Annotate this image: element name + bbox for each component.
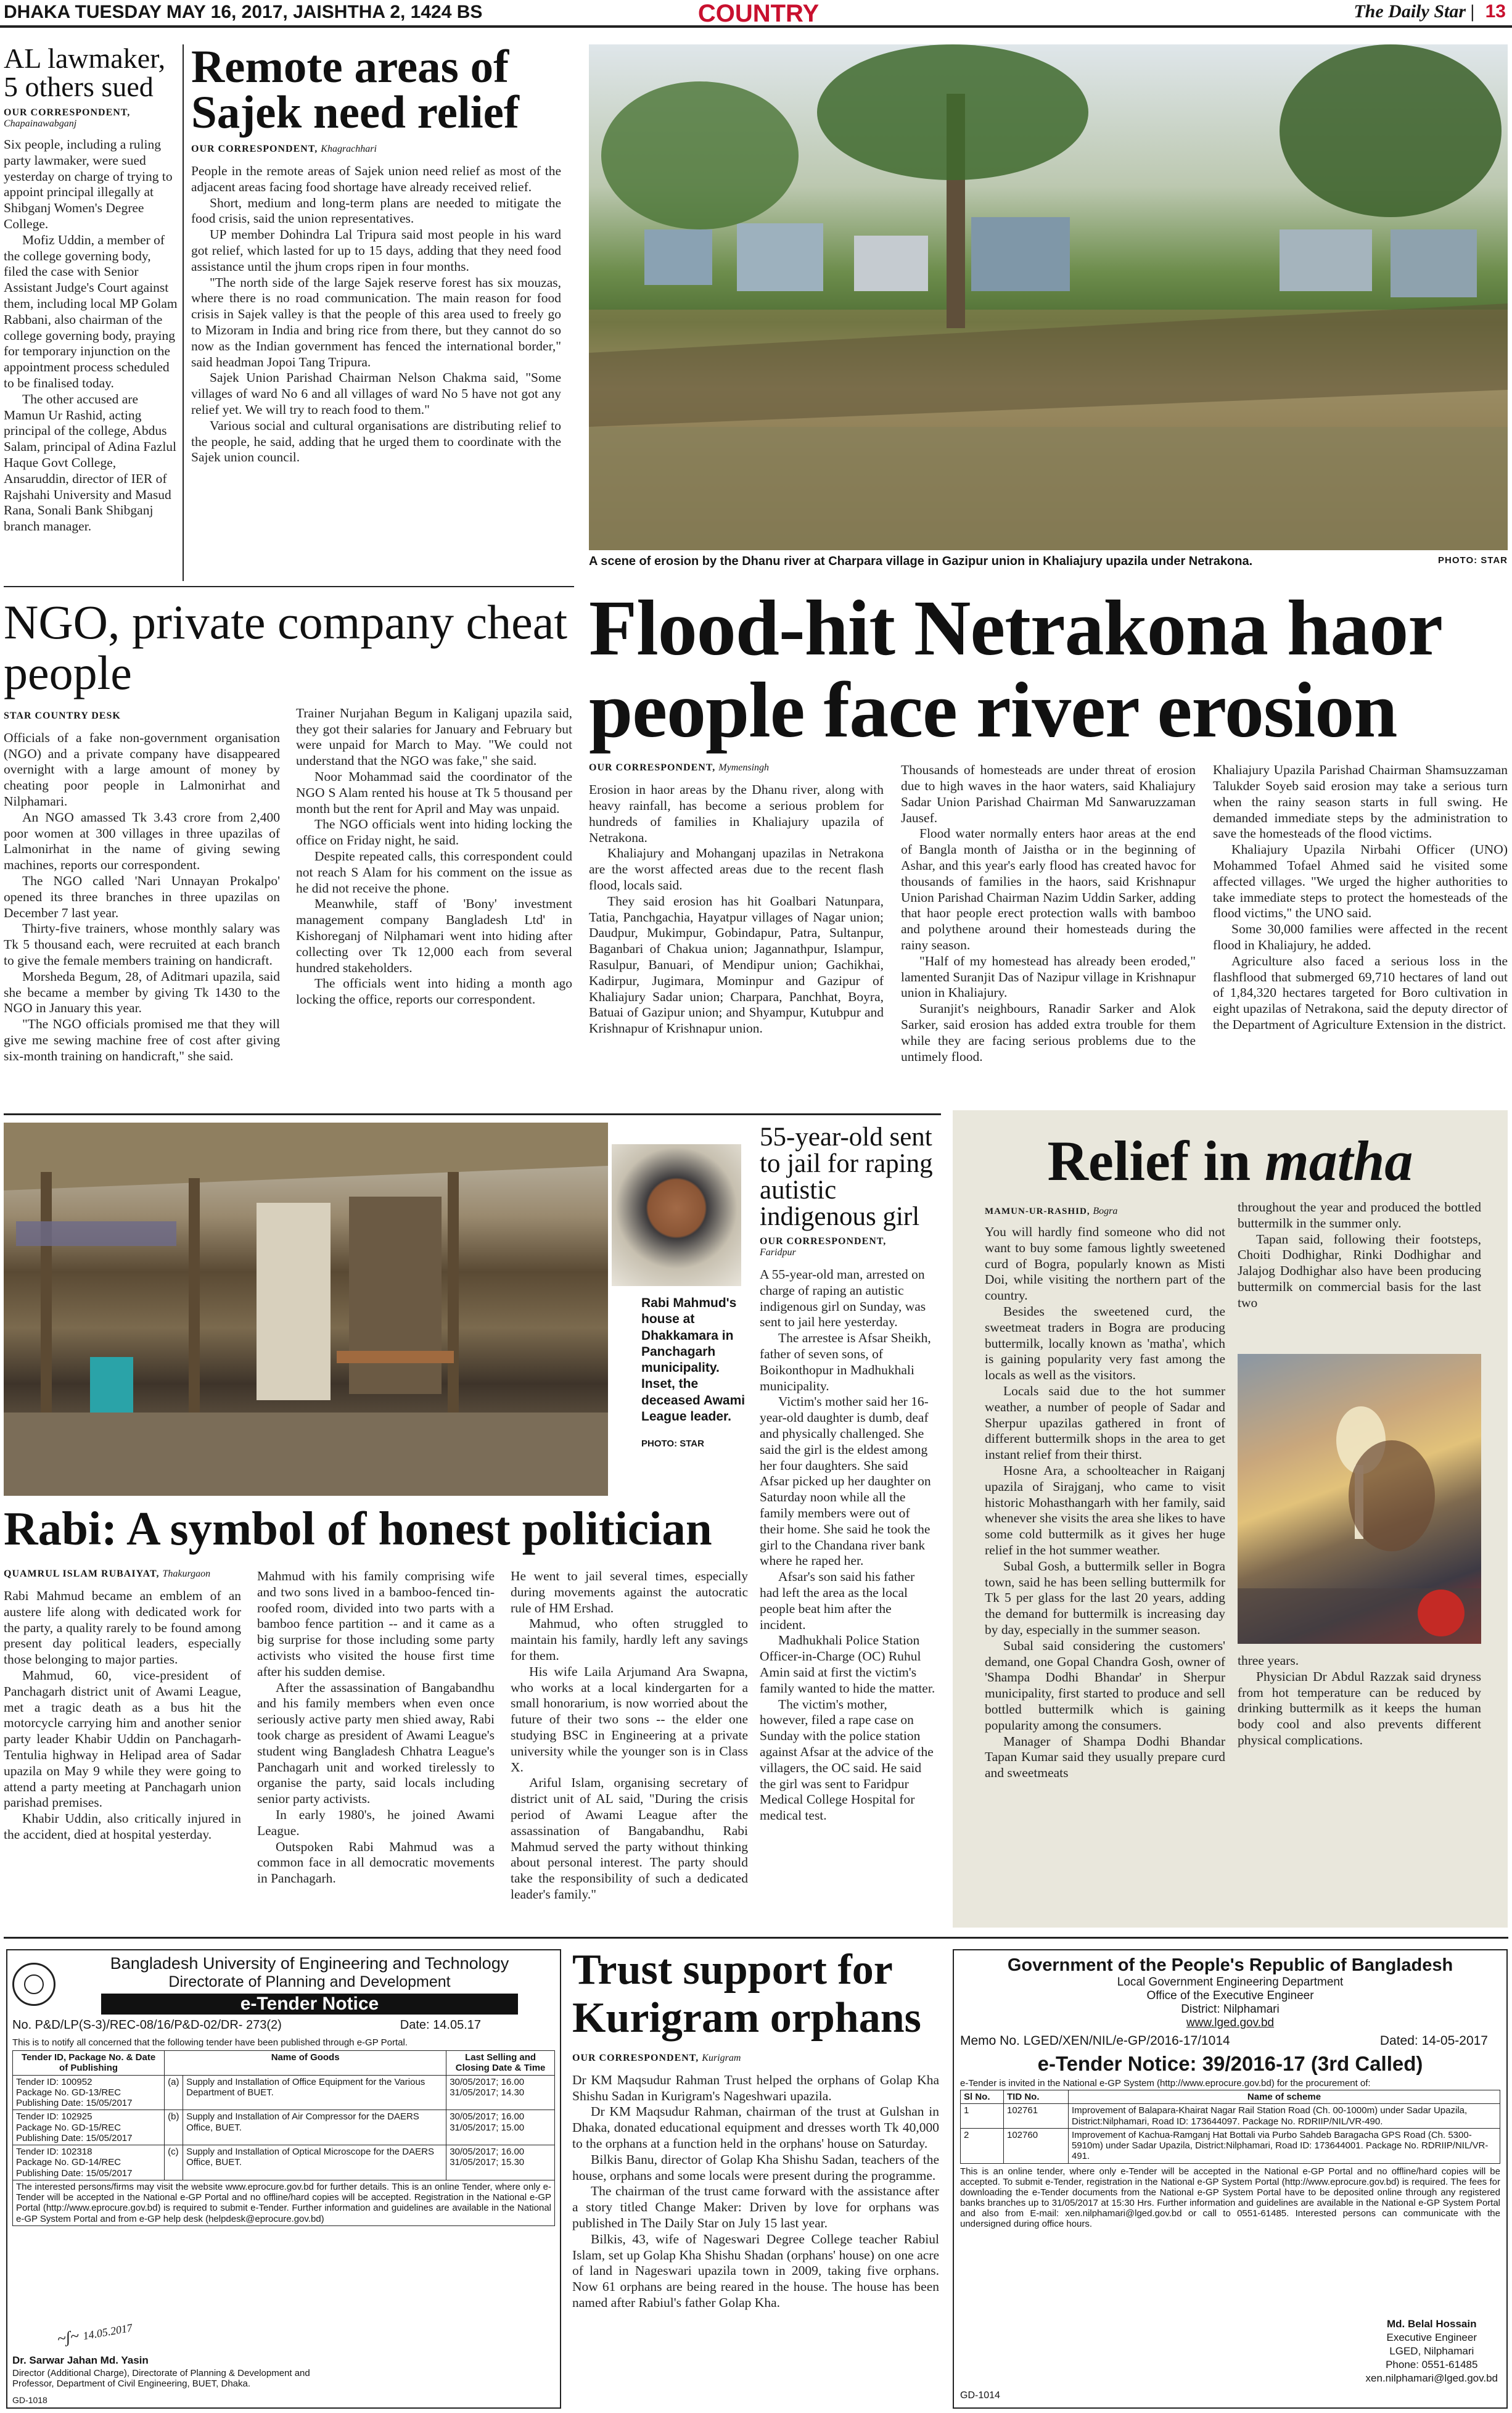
paragraph: Khaliajury Upazila Nirbahi Officer (UNO) Mohammed Tofael Ahmed said he visited some affected villages. "We urged the higher authorities to take immediate steps to protect the homesteads of the flood victims," the UNO said. — [1213, 842, 1508, 921]
rabi-house-illustration — [4, 1123, 608, 1496]
table-row — [13, 2110, 555, 2145]
ad-signature-block — [1366, 2317, 1498, 2385]
article-flood — [589, 587, 1508, 1099]
article-body-col2 — [901, 762, 1196, 1065]
masthead-date: DHAKA TUESDAY MAY 16, 2017, JAISHTHA 2, 1424 BS — [4, 2, 483, 22]
buet-tender-table — [12, 2050, 555, 2226]
table-cell: 30/05/2017; 16.00 31/05/2017; 15.30 — [446, 2145, 555, 2180]
section-rule — [4, 1937, 1508, 1939]
byline: OUR CORRESPONDENT, — [4, 107, 131, 118]
paragraph: "The NGO officials promised me that they will give me sewing machine free of cost after giving six-month training on handicraft," she said. — [4, 1017, 280, 1063]
paragraph: Mofiz Uddin, a member of the college governing body, filed the case with Senior Assistant Judge's Court against them, including local MP Golam Rabbani, also chairman of the college governing body, praying for temporary injunction on the appointment process scheduled to be finalised today. — [4, 232, 178, 390]
headline: AL lawmaker, 5 others sued — [4, 44, 166, 102]
paragraph: The NGO officials went into hiding locking the office on Friday night, he said. — [296, 817, 572, 848]
table-cell: 2 — [961, 2128, 1004, 2163]
signature-date: 14.05.2017 — [82, 2321, 134, 2343]
photo-credit: PHOTO: STAR — [641, 1438, 704, 1449]
photo-caption: A scene of erosion by the Dhanu river at Charpara village in Gazipur union in Khaliajury upazila under Netrakona. — [589, 555, 1253, 568]
paragraph: Bilkis Banu, director of Golap Kha Shishu Sadan, teachers of the house, orphans and some locals were present during the programme. — [572, 2151, 939, 2183]
ad-footnote: This is an online tender, where only e-Tender will be accepted in the National e-GP Portal and no offline/hard copies will be accepted. To submit e-Tender, registration in the National e-GP System Portal (http://www.eprocure.gov.bd) is required. The fees for downloading the e-Tender documents from the National e-GP System Portal have to be deposited online through any registered banks branches up to 31/05/2017 at 15:30 Hrs. Further information and guidelines are available in the National e-GP System Portal and also from E-mail: xen.nilphamari@lged.gov.bd or call to 0551-61485. Interested persons can communicate with the undersigned during office hours. — [960, 2166, 1500, 2229]
table-cell: Improvement of Kachua-Ramganj Hat Bottali via Purbo Sahdeb Baragacha GPS Road (Ch. 5300-5910m) under Sadar Upazila, District:Nilphamari, Road ID: 173644001. Package No. RDRIIP/NIL/VR-491. — [1069, 2128, 1500, 2163]
table-cell: (a) — [165, 2075, 183, 2110]
table-cell: Supply and Installation of Optical Microscope for the DAERS Office, BUET. — [183, 2145, 446, 2180]
paragraph: "Half of my homestead has already been eroded," lamented Suranjit Das of Nazipur village in Krishnapur union in Khaliajury. — [901, 953, 1196, 1000]
article-al-lawmaker — [4, 44, 178, 575]
article-body-col1 — [4, 730, 280, 1065]
paragraph: The arrestee is Afsar Sheikh, father of seven sons, of Boikonthopur in Madhukhali municipality. — [760, 1330, 931, 1393]
table-cell: 30/05/2017; 16.00 31/05/2017; 14.30 — [446, 2075, 555, 2110]
paragraph: Besides the sweetened curd, the sweetmeat traders in Bogra are producing buttermilk, locally known as 'matha', which is gaining popularity very fast among the locals as well as the visitors. — [985, 1303, 1225, 1383]
column-rule — [183, 44, 184, 581]
signature: ~ʃ~ 14.05.2017 — [55, 2321, 134, 2348]
paragraph: Victim's mother said her 16-year-old daughter is dumb, deaf and physically challenged. She said the girl is the eldest among her four daughters. She said Afsar picked up her daughter on Saturday noon while all the family members were out of their home. She said he took the girl to the Chandana river bank where he raped her. — [760, 1394, 931, 1569]
rabi-mahmud-portrait — [612, 1144, 741, 1286]
paragraph: The chairman of the trust came forward with the assistance after a story titled Change Maker: Driven by love for orphans was published in The Daily Star on July 15 last year. — [572, 2184, 939, 2230]
paragraph: Erosion in haor areas by the Dhanu river, along with heavy rainfall, has become a serious problem for hundreds of families in Khaliajury upazila of Netrakona. — [589, 782, 884, 845]
paragraph: Agriculture also faced a serious loss in the flashflood that submerged 69,710 hectares of land out of 1,84,320 hectares targeted for Boro cultivation in eight upazilas of Netrakona, said the deputy director of the Department of Agriculture Extension in the district. — [1213, 953, 1508, 1032]
dateline: Kurigram — [702, 2052, 741, 2063]
paragraph: throughout the year and produced the bottled buttermilk in the summer only. — [1238, 1200, 1481, 1231]
ad-notice-title: e-Tender Notice — [101, 1994, 518, 2015]
paragraph: Trainer Nurjahan Begum in Kaliganj upazila said, they got their salaries for January and February but were unpaid for March to May. "We could not understand that the NGO was fake," she said. — [296, 705, 572, 769]
paragraph: Subal Gosh, a buttermilk seller in Bogra town, said he has been selling buttermilk for Tk 5 per glass for the last 20 years, adding the demand for buttermilk is increasing day by day, especially in the summer season. — [985, 1558, 1225, 1637]
table-cell: Improvement of Balapara-Khairat Nagar Rail Station Road (Ch. 00-1000m) under Sadar Upazila, District:Nilphamari, Road ID: 173644097. Package No. RDRIIP/NIL/VR-490. — [1069, 2104, 1500, 2129]
article-ngo — [4, 597, 572, 1091]
ad-lged-tender — [953, 1949, 1508, 2409]
table-row — [13, 2075, 555, 2110]
article-body — [191, 163, 561, 466]
masthead-right: The Daily Star | 13 — [1354, 1, 1506, 22]
paragraph: The other accused are Mamun Ur Rashid, acting principal of the college, Abdus Salam, principal of Adina Fazlul Haque Govt College, Ansaruddin, director of IER of Rajshahi University and Masud Rana, Sonali Bank Shibganj branch manager. — [4, 391, 177, 534]
paragraph: His wife Laila Arjumand Ara Swapna, who works at a local kindergarten for a small honorarium, is now worried about the future of their two sons -- the elder one studying BSC in Engineering at a private university while the younger son is in Class X. — [511, 1664, 748, 1775]
column-header: Name of scheme — [1069, 2090, 1500, 2104]
headline — [953, 1129, 1508, 1192]
byline: MAMUN-UR-RASHID, — [985, 1206, 1090, 1216]
ad-gov: Government of the People's Republic of Bangladesh — [1007, 1955, 1453, 1975]
article-body-col1 — [4, 1588, 241, 1843]
ad-intro: This is to notify all concerned that the following tender have been published through e-GP Portal. — [12, 2037, 408, 2048]
article-body-col1 — [985, 1224, 1225, 1781]
table-cell: 102761 — [1004, 2104, 1069, 2129]
paragraph: Rabi Mahmud became an emblem of an austere life along with dedicated work for the party, a quality rarely to be found among present day political leaders, especially those belonging to major parties. — [4, 1588, 241, 1667]
article-body-col2 — [296, 706, 572, 1008]
column-header: Sl No. — [961, 2090, 1004, 2104]
article-sajek — [191, 44, 561, 581]
rabi-house-photo — [4, 1123, 608, 1496]
byline: OUR CORRESPONDENT, — [589, 762, 716, 773]
paragraph: UP member Dohindra Lal Tripura said most people in his ward got relief, which lasted for up to 15 days, adding that they need food assistance until the jhum crops ripen in four months. — [191, 227, 561, 274]
paragraph: The victim's mother, however, filed a rape case on Sunday with the police station against Afsar at the advice of the villagers, the OC said. He said the girl was sent to Faridpur Medical College Hospital for medical test. — [760, 1696, 934, 1823]
paragraph: three years. — [1238, 1653, 1299, 1668]
section-rule — [4, 586, 574, 587]
article-body — [760, 1267, 935, 1824]
byline: QUAMRUL ISLAM RUBAIYAT, — [4, 1569, 160, 1579]
article-body — [4, 137, 178, 535]
ad-signer-office: LGED, Nilphamari — [1389, 2345, 1474, 2357]
headline: Rabi: A symbol of honest politician — [4, 1505, 712, 1555]
paragraph: Hosne Ara, a schoolteacher in Raiganj upazila of Sirajganj, who came to visit historic Mohasthangarh with her family, said whenever she visits the area she likes to have some cold buttermilk as it gives her huge relief in the hot summer weather. — [985, 1462, 1225, 1557]
section-title: COUNTRY — [666, 0, 851, 28]
buttermilk-photo — [1238, 1354, 1481, 1644]
byline: OUR CORRESPONDENT, — [760, 1236, 887, 1247]
paragraph: The officials went into hiding a month ago locking the office, reports our correspondent. — [296, 976, 572, 1007]
paragraph: Locals said due to the hot summer weather, a number of people of Sadar and Sherpur upazilas gathered in front of different buttermilk shops in the area to get instant relief from their thirst. — [985, 1383, 1225, 1462]
dateline: Thakurgaon — [162, 1569, 211, 1579]
ad-office: Office of the Executive Engineer — [1146, 1989, 1314, 2002]
article-body — [572, 2073, 939, 2311]
table-cell: (c) — [165, 2145, 183, 2180]
paragraph: Officials of a fake non-government organisation (NGO) and a private company have disappeared overnight with a large amount of money by cheating poor people in Lalmonirhat and Nilphamari. — [4, 730, 280, 809]
paragraph: Suranjit's neighbours, Ranadir Sarker and Alok Sarker, said erosion has added extra trouble for them while they are facing serious problems due to the untimely flood. — [901, 1001, 1196, 1064]
table-cell: (b) — [165, 2110, 183, 2145]
article-body-col3 — [1213, 762, 1508, 1033]
paragraph: Subal said considering the customers' demand, one Gopal Chandra Gosh, owner of 'Shampa Dodhi Bhandar' in Sherpur municipality, first started to produce and sell bottled buttermilk which is gaining popularity among the consumers. — [985, 1638, 1225, 1733]
byline: OUR CORRESPONDENT, — [572, 2052, 699, 2063]
photo-caption: Rabi Mahmud's house at Dhakkamara in Panchagarh municipality. Inset, the deceased Awami League leader. — [641, 1296, 746, 1424]
column-header: Name of Goods — [165, 2051, 446, 2076]
paragraph: Six people, including a ruling party lawmaker, were sued yesterday on charge of trying to appoint principal illegally at Shibganj Women's Degree College. — [4, 137, 173, 231]
table-row — [961, 2128, 1500, 2163]
headline-italic: matha — [1265, 1129, 1413, 1192]
ad-footnote: The interested persons/firms may visit the website www.eprocure.gov.bd for further details. This is an online Tender, where only e-Tender will be accepted in the National e-GP Portal and no offline/hard copies will be accepted. Registration in the National e-GP Portal (http://www.eprocure.gov.bd) is required to submit e-Tender. Further information and guidelines are available in the National e-GP System Portal and from e-GP help desk (helpdesk@eprocure.gov.bd) — [13, 2180, 555, 2225]
headline: Flood-hit Netrakona haor people face river erosion — [589, 587, 1441, 754]
paragraph: Manager of Shampa Dodhi Bhandar Tapan Kumar said they usually prepare curd and sweetmeats — [985, 1733, 1225, 1781]
paragraph: A 55-year-old man, arrested on charge of raping an autistic indigenous girl on Sunday, was sent to jail here yesterday. — [760, 1267, 926, 1330]
paragraph: Thirty-five trainers, whose monthly salary was Tk 5 thousand each, were recruited at each branch to give the female members training on handicraft. — [4, 921, 280, 968]
paragraph: Outspoken Rabi Mahmud was a common face in all democratic movements in Panchagarh. — [257, 1839, 495, 1886]
table-cell: Tender ID: 102925 Package No. GD-15/REC Publishing Date: 15/05/2017 — [13, 2110, 165, 2145]
rabi-photo-caption — [641, 1295, 752, 1480]
article-body-col3 — [1238, 1653, 1481, 1749]
ad-intro: e-Tender is invited in the National e-GP System (http://www.eprocure.gov.bd) for the procurement of: — [960, 2078, 1371, 2089]
paragraph: The NGO called 'Nari Unnayan Prokalpo' opened its three branches in three upazilas on December 7 last year. — [4, 873, 280, 920]
buttermilk-illustration — [1238, 1354, 1481, 1644]
table-row — [13, 2145, 555, 2180]
ad-dept: Local Government Engineering Department — [1117, 1976, 1344, 1989]
article-rabi — [4, 1505, 751, 1924]
paragraph: Noor Mohammad said the coordinator of the NGO S Alam rented his house at Tk 5 thousand per month but the rent for April and May was unpaid. — [296, 769, 572, 816]
ad-phone: Phone: 0551-61485 — [1386, 2359, 1478, 2371]
dateline: Bogra — [1093, 1206, 1118, 1216]
paragraph: After the assassination of Bangabandhu and his family members when even once seriously active party men shied away, Rabi took charge as president of Awami League's student wing Bangladesh Chhatra League's Panchagarh unit and worked tirelessly to organise the party, said locals including senior party activists. — [257, 1680, 495, 1807]
ad-ref: No. P&D/LP(S-3)/REC-08/16/P&D-02/DR- 273(2) — [12, 2018, 282, 2032]
paragraph: Mahmud, 60, vice-president of Panchagarh district unit of Awami League, met a tragic death as a bus hit the motorcycle carrying him and another senior party leader Khabir Uddin on Panchagarh-Tentulia highway in Helipad area of Sadar upazila on May 9 while they were going to attend a party meeting at Panchagarh union parishad premises. — [4, 1667, 241, 1810]
paragraph: Morsheda Begum, 28, of Aditmari upazila, said she became a member by giving Tk 1430 to the NGO in January this year. — [4, 968, 280, 1016]
paragraph: Despite repeated calls, this correspondent could not reach S Alam for his comment on the issue as he did not receive the phone. — [296, 848, 572, 896]
paragraph: Flood water normally enters haor areas at the end of Bangla month of Jaistha or in the beginning of Ashar, and this year's early flood has created havoc for thousands of families in the haors, said Krishnapur Union Parishad Chairman Nazim Uddin Sarker, adding that haor people erect protection walls with bamboo and polythene around their homesteads during the rainy season. — [901, 826, 1196, 952]
paragraph: An NGO amassed Tk 3.43 crore from 2,400 poor women at 300 villages in three upazilas of Lalmonirhat in the name of giving sewing machines, reports our correspondent. — [4, 809, 280, 873]
column-header: Last Selling and Closing Date & Time — [446, 2051, 555, 2076]
headline: 55-year-old sent to jail for raping autistic indigenous girl — [760, 1124, 933, 1231]
headline-part: Relief in — [1047, 1129, 1265, 1192]
table-row — [13, 2180, 555, 2225]
buet-logo — [12, 1963, 55, 2006]
paragraph: Madhukhali Police Station Officer-in-Charge (OC) Ruhul Amin said at first the victim's family wanted to hide the matter. — [760, 1633, 935, 1696]
paragraph: People in the remote areas of Sajek union need relief as most of the adjacent areas facing food shortage have already received relief. — [191, 163, 561, 194]
article-matha — [953, 1110, 1508, 1928]
paragraph: Thousands of homesteads are under threat of erosion due to high waves in the haor waters, said Khaliajury Sadar Union Parishad Chairman Md Sanwaruzzaman Jausef. — [901, 762, 1196, 825]
column-header: Tender ID, Package No. & Date of Publishing — [13, 2051, 165, 2076]
headline: NGO, private company cheat people — [4, 597, 567, 699]
article-jail — [760, 1124, 935, 1926]
headline: Remote areas of Sajek need relief — [191, 44, 519, 138]
article-body-col1 — [589, 782, 884, 1037]
table-header-row — [961, 2090, 1500, 2104]
ad-date: Date: 14.05.17 — [400, 2018, 481, 2032]
paragraph: Tapan said, following their footsteps, Choiti Dodhighar, Rinki Dodhighar and Jalajog Dodhighar also have been producing buttermilk on commercial basis for the last two — [1238, 1231, 1481, 1310]
paragraph: Mahmud with his family comprising wife and two sons lived in a bamboo-fenced tin-roofed room, divided into two parts with a bamboo fence partition -- and it came as a big surprise for those including some party activists who visited the house first time after his sudden demise. — [257, 1569, 495, 1679]
ad-district: District: Nilphamari — [1181, 2003, 1280, 2016]
dateline: Mymensingh — [718, 762, 770, 773]
paragraph: Bilkis, 43, wife of Nageswari Degree College teacher Rabiul Islam, set up Golap Kha Shishu Shadan (orphans' house) on one acre of land in Nageswari upazila town in 2009, taking five orphans. Now 61 orphans are being reared in the house. The house has been named after Rabiul's father Golap Kha. — [572, 2231, 939, 2310]
ad-date: Dated: 14-05-2017 — [1379, 2034, 1488, 2048]
paragraph: Afsar's son said his father had left the area as the local people beat him after the incident. — [760, 1569, 915, 1632]
article-body-col2 — [257, 1569, 495, 1887]
table-cell: Supply and Installation of Air Compressor for the DAERS Office, BUET. — [183, 2110, 446, 2145]
paragraph: Khaliajury Upazila Parishad Chairman Shamsuzzaman Talukder Soyeb said erosion may take a serious turn when the rainy season starts in full swing. He demanded immediate steps by the administration to save the homesteads of the flood victims. — [1213, 762, 1508, 841]
masthead — [0, 0, 1512, 28]
ad-code: GD-1014 — [960, 2390, 1000, 2401]
lged-tender-table — [960, 2090, 1500, 2164]
table-row — [961, 2104, 1500, 2129]
paragraph: Dr KM Maqsudur Rahman Trust helped the orphans of Golap Kha Shishu Sadan in Kurigram's Nageshwari upazila. — [572, 2072, 939, 2103]
paragraph: Dr KM Maqsudur Rahman, chairman of the trust at Gulshan in Dhaka, donated educational equipment and dresses worth Tk 40,000 to the orphans at a function held in the orphans' house on Saturday. — [572, 2104, 939, 2151]
table-cell: 30/05/2017; 16.00 31/05/2017; 15.00 — [446, 2110, 555, 2145]
photo-caption-row — [589, 554, 1508, 572]
table-cell: Supply and Installation of Office Equipment for the Various Department of BUET. — [183, 2075, 446, 2110]
paragraph: Sajek Union Parishad Chairman Nelson Chakma said, "Some villages of ward No 6 and all villages of ward No 5 have not got any relief yet. We will try to reach food to them." — [191, 370, 561, 417]
erosion-photo-illustration — [589, 44, 1508, 550]
ad-buet-tender — [6, 1949, 561, 2409]
ad-memo: Memo No. LGED/XEN/NIL/e-GP/2016-17/1014 — [960, 2034, 1230, 2048]
article-body-col2 — [1238, 1200, 1481, 1311]
paper-name: The Daily Star — [1354, 1, 1466, 22]
page-number: 13 — [1485, 1, 1506, 22]
paragraph: "The north side of the large Sajek reserve forest has six mouzas, where there is no road communication. The main reason for food crisis in Sajek valley is that the people of this area used to freely go to Mizoram in India and bring rice from there, but they cannot do so now as the Indian government has fenced the international border," said headman Jopoi Tang Tripura. — [191, 274, 561, 369]
paragraph: In early 1980's, he joined Awami League. — [257, 1807, 495, 1838]
table-cell: Tender ID: 102318 Package No. GD-14/REC Publishing Date: 15/05/2017 — [13, 2145, 165, 2180]
table-cell: Tender ID: 100952 Package No. GD-13/REC Publishing Date: 15/05/2017 — [13, 2075, 165, 2110]
ad-email: xen.nilphamari@lged.gov.bd — [1365, 2372, 1498, 2385]
paragraph: Khaliajury and Mohanganj upazilas in Netrakona are the worst affected areas due to the recent flash flood, locals said. — [589, 846, 884, 893]
paragraph: Mahmud, who often struggled to maintain his family, hardly left any savings for them. — [511, 1616, 748, 1663]
article-kurigram — [572, 1946, 939, 2409]
byline: OUR CORRESPONDENT, — [191, 144, 318, 154]
ad-signer-title: Director (Additional Charge), Directorate of Planning & Development and Professor, Department of Civil Engineering, BUET, Dhaka. — [12, 2368, 310, 2389]
ad-code: GD-1018 — [12, 2395, 47, 2405]
ad-notice-title: e-Tender Notice: 39/2016-17 (3rd Called) — [1037, 2052, 1423, 2075]
paragraph: Khabir Uddin, also critically injured in the accident, died at hospital yesterday. — [4, 1811, 241, 1842]
byline: STAR COUNTRY DESK — [4, 710, 121, 721]
ad-website: www.lged.gov.bd — [1186, 2016, 1275, 2029]
column-header: TID No. — [1004, 2090, 1069, 2104]
table-header-row — [13, 2051, 555, 2076]
dateline: Faridpur — [760, 1247, 796, 1258]
paragraph: They said erosion has hit Goalbari Natunpara, Tatia, Panchgachia, Hayatpur villages of Nagar union; Daudpur, Mukimpur, Gobindapur, Patra, Sultanpur, Baganbari of Chakua union; Jagannathpur, Islampur, Rasulpur, Banuari, of Mendipur union; Gachikhai, Kadirpur, Jugimara, Mominpur and Gazipur of Khaliajury Sadar union; Charpara, Panchhat, Boyra, Batuai of Gazipur union; and Shyampur, Kutubpur and Krishnapur of Krishnapur union. — [589, 893, 884, 1036]
photo-credit: PHOTO: STAR — [1438, 555, 1508, 566]
ad-signer-title: Executive Engineer — [1386, 2332, 1477, 2344]
paragraph: Various social and cultural organisations are distributing relief to the people, he said, adding that he urged them to coordinate with the Sajek union council. — [191, 418, 561, 465]
ad-signer: Md. Belal Hossain — [1387, 2318, 1477, 2330]
dateline: Khagrachhari — [321, 144, 377, 154]
headline: Trust support for Kurigram orphans — [572, 1946, 921, 2042]
paragraph: He went to jail several times, especially during movements against the autocratic rule of HM Ershad. — [511, 1569, 748, 1615]
paragraph: Ariful Islam, organising secretary of district unit of AL said, "During the crisis period of Awami League after the assassination of Bangabandhu, Rabi Mahmud served the party without thinking about personal interest. The party should take the responsibility of such a dedicated leader's family." — [511, 1775, 748, 1902]
paragraph: Short, medium and long-term plans are needed to mitigate the food crisis, said the union representatives. — [191, 195, 561, 226]
dateline: Chapainawabganj — [4, 118, 77, 129]
table-cell: 102760 — [1004, 2128, 1069, 2163]
erosion-photo — [589, 44, 1508, 550]
ad-org: Bangladesh University of Engineering and Technology — [110, 1954, 509, 1973]
paragraph: Meanwhile, staff of 'Bony' investment management company Bangladesh Ltd' in Kishoreganj of Nilphamari went into hiding after collecting over Tk 12,000 each from several hundred stakeholders. — [296, 896, 572, 975]
paragraph: Physician Dr Abdul Razzak said dryness from hot temperature can be reduced by drinking buttermilk as it keeps the human body cool and also prevents different physical complications. — [1238, 1668, 1481, 1747]
ad-dept: Directorate of Planning and Development — [168, 1973, 451, 1990]
ad-signer: Dr. Sarwar Jahan Md. Yasin — [12, 2354, 149, 2366]
paragraph: You will hardly find someone who did not want to buy some famous lightly sweetened curd of Bogra, popularly known as Misti Doi, while visiting the northern part of the country. — [985, 1224, 1225, 1303]
paragraph: Some 30,000 families were affected in the recent flood in Khaliajury, he added. — [1213, 922, 1508, 952]
article-body-col3 — [511, 1569, 748, 1903]
table-cell: 1 — [961, 2104, 1004, 2129]
section-rule — [4, 1113, 941, 1115]
